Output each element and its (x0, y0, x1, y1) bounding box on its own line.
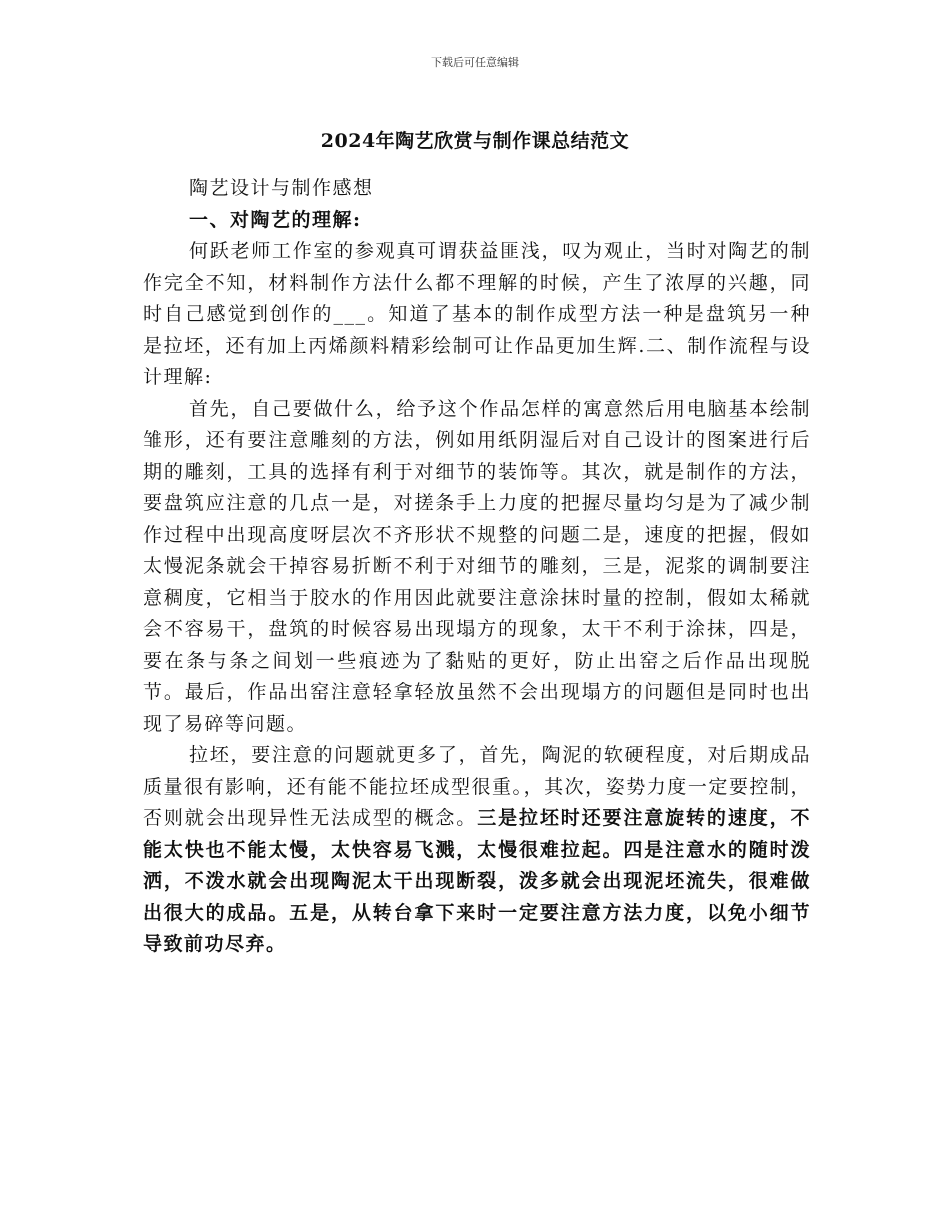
paragraph-throwing (143, 740, 811, 961)
document-subtitle: 陶艺设计与制作感想 (189, 177, 374, 199)
paragraph-visit: 何跃老师工作室的参观真可谓获益匪浅，叹为观止，当时对陶艺的制作完全不知，材料制作方法什么都不理解的时候，产生了浓厚的兴趣，同时自己感觉到创作的___。知道了基本的制作成型方法一种是盘筑另一种是拉坯，还有加上丙烯颜料精彩绘制可让作品更加生辉.二、制作流程与设计理解: (143, 240, 811, 388)
section-heading-understanding: 一、对陶艺的理解: (189, 208, 362, 231)
document-title: 2024年陶艺欣赏与制作课总结范文 (320, 130, 630, 152)
paragraph-throwing-bold: 三是拉坯时还要注意旋转的速度，不能太快也不能太慢，太快容易飞溅，太慢很难拉起。四是注意水的随时泼洒，不泼水就会出现陶泥太干出现断裂，泼多就会出现泥坯流失，很难做出很大的成品。五是，从转台拿下来时一定要注意方法力度，以免小细节导致前功尽弃。 (143, 807, 811, 955)
paragraph-process: 首先，自己要做什么，给予这个作品怎样的寓意然后用电脑基本绘制雏形，还有要注意雕刻的方法，例如用纸阴湿后对自己设计的图案进行后期的雕刻，工具的选择有利于对细节的装饰等。其次，就是制作的方法，要盘筑应注意的几点一是，对搓条手上力度的把握尽量均匀是为了减少制作过程中出现高度呀层次不齐形状不规整的问题二是，速度的把握，假如太慢泥条就会干掉容易折断不利于对细节的雕刻，三是，泥浆的调制要注意稠度，它相当于胶水的作用因此就要注意涂抹时量的控制，假如太稀就会不容易干，盘筑的时候容易出现塌方的现象，太干不利于涂抹，四是，要在条与条之间划一些痕迹为了黏贴的更好，防止出窑之后作品出现脱节。最后，作品出窑注意轻拿轻放虽然不会出现塌方的问题但是同时也出现了易碎等问题。 (143, 397, 811, 735)
paragraph-throwing-normal: 拉坯，要注意的问题就更多了，首先，陶泥的软硬程度，对后期成品质量很有影响，还有能不能拉坯成型很重。，其次，姿势力度一定要控制，否则就会出现异性无法成型的概念。 (143, 744, 811, 829)
document-body (143, 173, 811, 961)
header-note: 下载后可任意编辑 (431, 56, 519, 69)
